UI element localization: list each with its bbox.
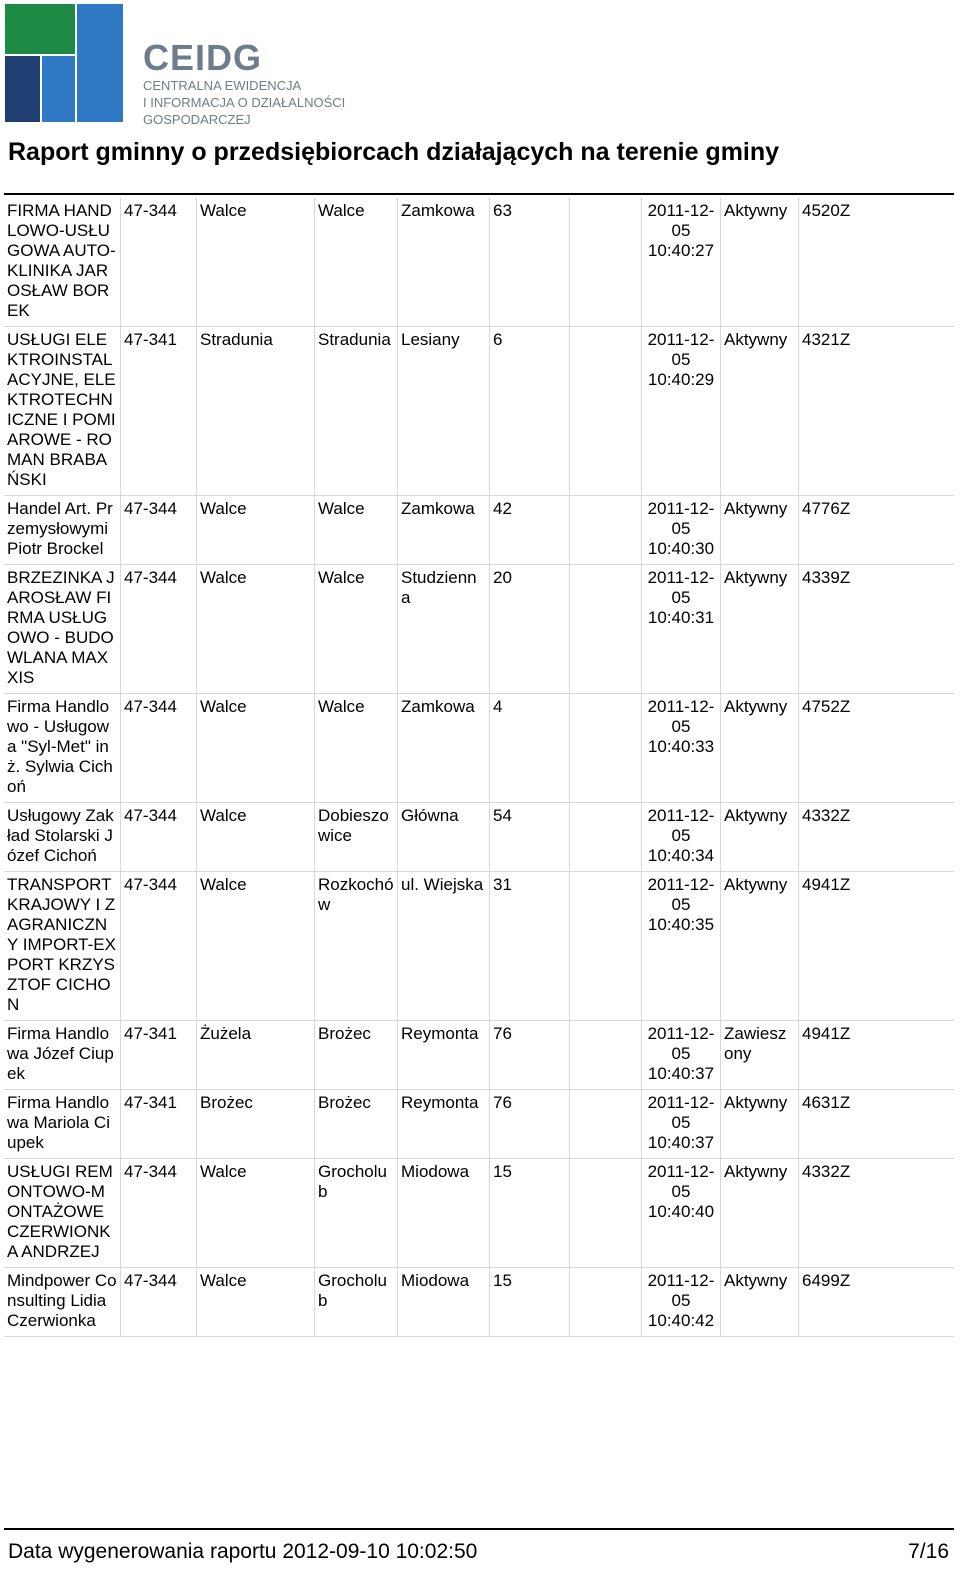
cell-building-number: 63: [490, 198, 570, 327]
cell-locality: Walce: [315, 694, 398, 803]
table-row: [4, 1268, 954, 1337]
cell-locality: Grocholub: [315, 1159, 398, 1268]
cell-building-number: 15: [490, 1268, 570, 1337]
cell-post-office: Walce: [197, 694, 315, 803]
cell-locality: Stradunia: [315, 327, 398, 496]
cell-status: Aktywny: [721, 872, 799, 1021]
cell-building-number: 6: [490, 327, 570, 496]
cell-street: ul. Wiejska: [398, 872, 490, 1021]
cell-unit-number: [570, 496, 642, 565]
cell-building-number: 54: [490, 803, 570, 872]
cell-entry-date: 2011-12-05 10:40:42: [642, 1268, 721, 1337]
cell-pkd-code: 6499Z: [799, 1268, 954, 1337]
cell-postal-code: 47-344: [121, 198, 197, 327]
table-row: [4, 872, 954, 1021]
cell-unit-number: [570, 694, 642, 803]
cell-status: Aktywny: [721, 1090, 799, 1159]
cell-entry-date: 2011-12-05 10:40:29: [642, 327, 721, 496]
cell-street: Główna: [398, 803, 490, 872]
cell-street: Lesiany: [398, 327, 490, 496]
cell-status: Aktywny: [721, 496, 799, 565]
cell-pkd-code: 4339Z: [799, 565, 954, 694]
cell-street: Zamkowa: [398, 694, 490, 803]
cell-unit-number: [570, 327, 642, 496]
cell-unit-number: [570, 1159, 642, 1268]
cell-status: Aktywny: [721, 198, 799, 327]
table-row: [4, 198, 954, 327]
cell-building-number: 76: [490, 1090, 570, 1159]
cell-locality: Dobieszowice: [315, 803, 398, 872]
generation-date: Data wygenerowania raportu 2012-09-10 10:02:50: [8, 1540, 478, 1563]
cell-unit-number: [570, 198, 642, 327]
cell-post-office: Brożec: [197, 1090, 315, 1159]
cell-unit-number: [570, 872, 642, 1021]
cell-status: Zawieszony: [721, 1021, 799, 1090]
table-row: [4, 694, 954, 803]
cell-entry-date: 2011-12-05 10:40:37: [642, 1021, 721, 1090]
cell-street: Zamkowa: [398, 198, 490, 327]
cell-entry-date: 2011-12-05 10:40:33: [642, 694, 721, 803]
table-row: [4, 1090, 954, 1159]
cell-post-office: Walce: [197, 565, 315, 694]
cell-locality: Walce: [315, 565, 398, 694]
cell-post-office: Stradunia: [197, 327, 315, 496]
brand-subtitle-line: GOSPODARCZEJ: [143, 112, 251, 127]
table-row: [4, 1159, 954, 1268]
businesses-table: [4, 198, 954, 1337]
cell-business-name: Usługowy Zakład Stolarski Józef Cichoń: [4, 803, 121, 872]
cell-locality: Brożec: [315, 1021, 398, 1090]
cell-pkd-code: 4941Z: [799, 872, 954, 1021]
cell-business-name: Firma Handlowo - Usługowa "Syl-Met" inż. Sylwia Cichoń: [4, 694, 121, 803]
cell-postal-code: 47-341: [121, 1090, 197, 1159]
ceidg-logo-icon: [5, 4, 125, 124]
cell-street: Reymonta: [398, 1021, 490, 1090]
cell-locality: Rozkochów: [315, 872, 398, 1021]
cell-unit-number: [570, 1090, 642, 1159]
cell-business-name: Mindpower Consulting Lidia Czerwionka: [4, 1268, 121, 1337]
cell-post-office: Żużela: [197, 1021, 315, 1090]
cell-building-number: 15: [490, 1159, 570, 1268]
cell-street: Reymonta: [398, 1090, 490, 1159]
cell-entry-date: 2011-12-05 10:40:34: [642, 803, 721, 872]
cell-entry-date: 2011-12-05 10:40:37: [642, 1090, 721, 1159]
cell-street: Zamkowa: [398, 496, 490, 565]
cell-entry-date: 2011-12-05 10:40:40: [642, 1159, 721, 1268]
cell-pkd-code: 4752Z: [799, 694, 954, 803]
cell-street: Studzienna: [398, 565, 490, 694]
table-row: [4, 496, 954, 565]
cell-business-name: USŁUGI REMONTOWO-MONTAŻOWE CZERWIONKA ANDRZEJ: [4, 1159, 121, 1268]
cell-postal-code: 47-341: [121, 1021, 197, 1090]
cell-pkd-code: 4520Z: [799, 198, 954, 327]
report-table-container: [4, 198, 954, 1337]
cell-street: Miodowa: [398, 1268, 490, 1337]
cell-status: Aktywny: [721, 565, 799, 694]
cell-building-number: 76: [490, 1021, 570, 1090]
cell-postal-code: 47-344: [121, 872, 197, 1021]
cell-business-name: TRANSPORT KRAJOWY I ZAGRANICZNY IMPORT-EXPORT KRZYSZTOF CICHON: [4, 872, 121, 1021]
cell-building-number: 4: [490, 694, 570, 803]
cell-post-office: Walce: [197, 872, 315, 1021]
cell-postal-code: 47-341: [121, 327, 197, 496]
cell-pkd-code: 4332Z: [799, 1159, 954, 1268]
cell-status: Aktywny: [721, 327, 799, 496]
table-row: [4, 1021, 954, 1090]
cell-pkd-code: 4941Z: [799, 1021, 954, 1090]
cell-postal-code: 47-344: [121, 565, 197, 694]
cell-locality: Walce: [315, 496, 398, 565]
cell-entry-date: 2011-12-05 10:40:31: [642, 565, 721, 694]
cell-entry-date: 2011-12-05 10:40:30: [642, 496, 721, 565]
cell-entry-date: 2011-12-05 10:40:35: [642, 872, 721, 1021]
cell-unit-number: [570, 1268, 642, 1337]
cell-post-office: Walce: [197, 496, 315, 565]
brand-name: CEIDG: [143, 37, 263, 78]
cell-pkd-code: 4321Z: [799, 327, 954, 496]
cell-pkd-code: 4332Z: [799, 803, 954, 872]
page-number: 7/16: [908, 1540, 949, 1563]
cell-status: Aktywny: [721, 803, 799, 872]
brand-subtitle-line: I INFORMACJA O DZIAŁALNOŚCI: [143, 95, 346, 110]
cell-entry-date: 2011-12-05 10:40:27: [642, 198, 721, 327]
brand-subtitle-line: CENTRALNA EWIDENCJA: [143, 78, 302, 93]
cell-locality: Brożec: [315, 1090, 398, 1159]
cell-locality: Walce: [315, 198, 398, 327]
cell-postal-code: 47-344: [121, 803, 197, 872]
cell-post-office: Walce: [197, 1159, 315, 1268]
cell-business-name: USŁUGI ELEKTROINSTALACYJNE, ELEKTROTECHNICZNE I POMIAROWE - ROMAN BRABAŃSKI: [4, 327, 121, 496]
cell-postal-code: 47-344: [121, 496, 197, 565]
cell-post-office: Walce: [197, 803, 315, 872]
cell-status: Aktywny: [721, 694, 799, 803]
cell-business-name: Firma Handlowa Mariola Ciupek: [4, 1090, 121, 1159]
cell-post-office: Walce: [197, 198, 315, 327]
cell-building-number: 20: [490, 565, 570, 694]
cell-postal-code: 47-344: [121, 1159, 197, 1268]
table-row: [4, 565, 954, 694]
report-title: Raport gminny o przedsiębiorcach działających na terenie gminy: [8, 138, 780, 166]
cell-unit-number: [570, 803, 642, 872]
cell-business-name: Firma Handlowa Józef Ciupek: [4, 1021, 121, 1090]
footer-divider: [4, 1528, 954, 1530]
cell-pkd-code: 4631Z: [799, 1090, 954, 1159]
cell-postal-code: 47-344: [121, 1268, 197, 1337]
cell-business-name: FIRMA HANDLOWO-USŁUGOWA AUTO-KLINIKA JAROSŁAW BOREK: [4, 198, 121, 327]
table-row: [4, 803, 954, 872]
cell-unit-number: [570, 565, 642, 694]
cell-status: Aktywny: [721, 1268, 799, 1337]
cell-business-name: Handel Art. Przemysłowymi Piotr Brockel: [4, 496, 121, 565]
table-row: [4, 327, 954, 496]
cell-building-number: 31: [490, 872, 570, 1021]
cell-locality: Grocholub: [315, 1268, 398, 1337]
table-body: [4, 198, 954, 1337]
cell-unit-number: [570, 1021, 642, 1090]
cell-street: Miodowa: [398, 1159, 490, 1268]
cell-post-office: Walce: [197, 1268, 315, 1337]
cell-postal-code: 47-344: [121, 694, 197, 803]
header-divider: [4, 193, 954, 195]
cell-pkd-code: 4776Z: [799, 496, 954, 565]
cell-business-name: BRZEZINKA JAROSŁAW FIRMA USŁUGOWO - BUDOWLANA MAXXIS: [4, 565, 121, 694]
cell-status: Aktywny: [721, 1159, 799, 1268]
report-header: [0, 0, 960, 190]
cell-building-number: 42: [490, 496, 570, 565]
brand-block: [143, 37, 346, 127]
